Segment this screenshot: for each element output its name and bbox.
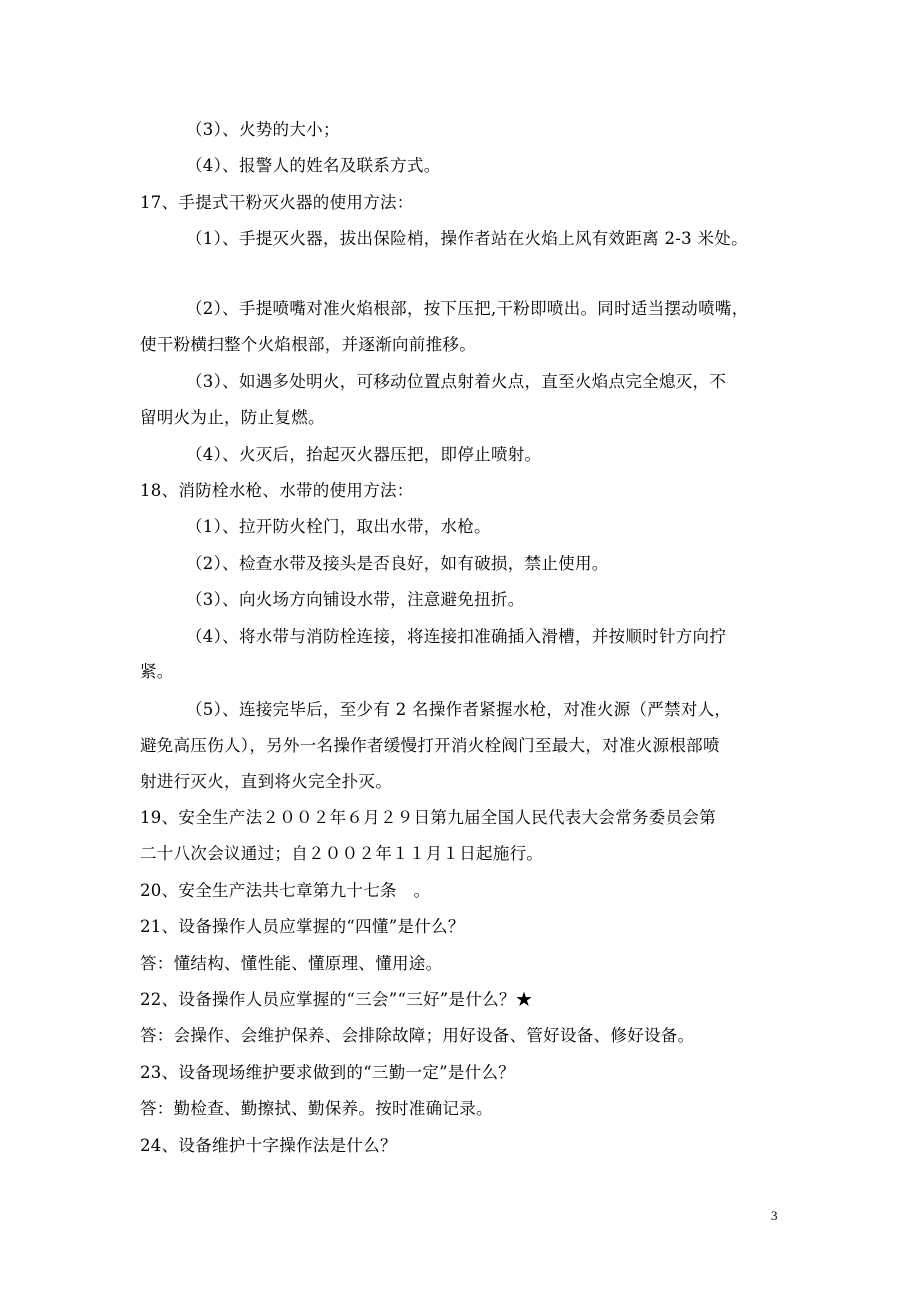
text-line: 23、设备现场维护要求做到的“三勤一定”是什么？ — [140, 1063, 516, 1082]
page-number: 3 — [771, 1208, 778, 1223]
text-line: （3）、火势的大小； — [186, 120, 340, 139]
text-line: 答：勤检查、勤擦拭、勤保养。按时准确记录。 — [140, 1099, 493, 1118]
text-line: 答：会操作、会维护保养、会排除故障；用好设备、管好设备、修好设备。 — [140, 1026, 695, 1045]
text-line: 留明火为止，防止复燃。 — [140, 408, 325, 427]
text-line: 20、安全生产法共七章第九十七条 。 — [140, 881, 431, 900]
text-line: 避免高压伤人），另外一名操作者缓慢打开消火栓阀门至最大，对准火源根部喷 — [140, 736, 720, 755]
text-line: （4）、火灭后，抬起灭火器压把，即停止喷射。 — [186, 445, 542, 464]
text-line: （3）、如遇多处明火，可移动位置点射着火点，直至火焰点完全熄灭，不 — [186, 372, 727, 391]
text-line: 22、设备操作人员应掌握的“三会”“三好”是什么？★ — [140, 990, 533, 1009]
text-line: 紧。 — [140, 662, 174, 681]
text-line: 答：懂结构、懂性能、懂原理、懂用途。 — [140, 954, 443, 973]
text-line: （3）、向火场方向铺设水带，注意避免扭折。 — [186, 590, 525, 609]
text-line: 17、手提式干粉灭火器的使用方法： — [140, 193, 414, 212]
text-line: 21、设备操作人员应掌握的“四懂”是什么？ — [140, 917, 465, 936]
text-line: （1）、拉开防火栓门，取出水带，水枪。 — [186, 517, 491, 536]
text-line: 19、安全生产法２００２年６月２９日第九届全国人民代表大会常务委员会第 — [140, 808, 716, 827]
text-line: 24、设备维护十字操作法是什么？ — [140, 1136, 397, 1155]
text-line: （1）、手提灭火器，拔出保险梢，操作者站在火焰上风有效距离 2-3 米处。 — [186, 229, 748, 248]
text-line: （4）、报警人的姓名及联系方式。 — [186, 156, 441, 175]
text-line: （2）、手提喷嘴对准火焰根部，按下压把,干粉即喷出。同时适当摆动喷嘴， — [186, 299, 749, 318]
text-line: （2）、检查水带及接头是否良好，如有破损，禁止使用。 — [186, 554, 609, 573]
text-line: （5）、连接完毕后，至少有 2 名操作者紧握水枪，对准火源（严禁对人， — [186, 700, 732, 719]
text-line: 二十八次会议通过；自２００２年１１月１日起施行。 — [140, 844, 544, 863]
text-line: （4）、将水带与消防栓连接，将连接扣准确插入滑槽，并按顺时针方向拧 — [186, 627, 727, 646]
text-line: 18、消防栓水枪、水带的使用方法： — [140, 481, 414, 500]
text-line: 使干粉横扫整个火焰根部，并逐渐向前推移。 — [140, 335, 476, 354]
text-line: 射进行灭火，直到将火完全扑灭。 — [140, 772, 392, 791]
